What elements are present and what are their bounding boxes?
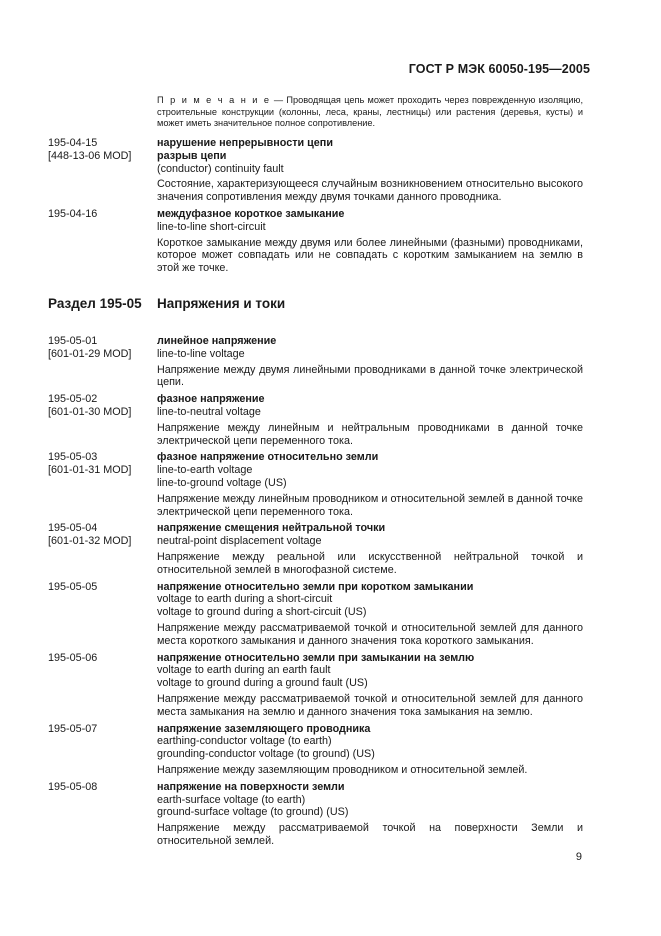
entry-body bbox=[157, 581, 583, 648]
entry-reference: [448-13-06 MOD] bbox=[48, 149, 132, 162]
term-english: voltage to ground during a ground fault (US) bbox=[157, 677, 368, 690]
term-english: line-to-line voltage bbox=[157, 347, 245, 360]
note-paragraph bbox=[157, 95, 583, 130]
entry-reference: [601-01-29 MOD] bbox=[48, 347, 132, 360]
term-entry bbox=[48, 581, 583, 648]
term-entry bbox=[48, 451, 583, 518]
entry-code-column bbox=[48, 208, 157, 275]
entry-reference: [601-01-32 MOD] bbox=[48, 535, 132, 548]
entry-code-column bbox=[48, 652, 157, 719]
term-entry bbox=[48, 723, 583, 777]
term-english: (conductor) continuity fault bbox=[157, 162, 284, 175]
entry-code: 195-05-05 bbox=[48, 580, 98, 593]
document-header: ГОСТ Р МЭК 60050-195—2005 bbox=[408, 62, 590, 76]
entry-reference: [601-01-30 MOD] bbox=[48, 405, 132, 418]
entry-code: 195-05-02 bbox=[48, 393, 98, 406]
term-definition: Напряжение между линейным проводником и относительной землей в данной точке электрической цепи переменного тока. bbox=[157, 492, 583, 518]
term-russian: напряжение на поверхности земли bbox=[157, 780, 345, 793]
term-entry bbox=[48, 522, 583, 576]
entry-body bbox=[157, 137, 583, 204]
note-text: — Проводящая цепь может проходить через поврежденную изоляцию, строительные конструкции (колонны, леса, краны, лестницы) или растения (деревья, кусты) и может иметь значительное полное сопротивление. bbox=[157, 95, 583, 129]
entry-code-column bbox=[48, 723, 157, 777]
entry-code-column bbox=[48, 581, 157, 648]
entry-code: 195-05-08 bbox=[48, 780, 98, 793]
term-russian: фазное напряжение относительно земли bbox=[157, 451, 379, 464]
section-number: Раздел 195-05 bbox=[48, 296, 142, 311]
term-english: grounding-conductor voltage (to ground) (US) bbox=[157, 748, 375, 761]
term-russian: нарушение непрерывности цепи bbox=[157, 137, 333, 149]
entry-code: 195-04-16 bbox=[48, 207, 98, 220]
entry-code: 195-05-01 bbox=[48, 335, 98, 347]
term-russian: напряжение заземляющего проводника bbox=[157, 722, 371, 735]
term-entry bbox=[48, 208, 583, 275]
term-english: earth-surface voltage (to earth) bbox=[157, 793, 306, 806]
note-label: П р и м е ч а н и е bbox=[157, 95, 271, 105]
term-entry bbox=[48, 652, 583, 719]
term-definition: Напряжение между рассматриваемой точкой и относительной землей для данного места замыкания на землю и данного значения тока замыкания на землю. bbox=[157, 692, 583, 718]
term-russian: напряжение относительно земли при замыкании на землю bbox=[157, 651, 475, 664]
page-number: 9 bbox=[575, 851, 582, 863]
term-definition: Состояние, характеризующееся случайным возникновением относительно высокого значения сопротивления между двумя точками данного проводника. bbox=[157, 178, 583, 204]
term-definition: Напряжение между рассматриваемой точкой и относительной землей для данного места короткого замыкания и данного значения тока короткого замыкания. bbox=[157, 621, 583, 647]
term-english: line-to-earth voltage bbox=[157, 464, 253, 477]
term-english: line-to-neutral voltage bbox=[157, 405, 261, 418]
entry-code-column bbox=[48, 451, 157, 518]
term-russian: напряжение относительно земли при коротком замыкании bbox=[157, 580, 474, 593]
entry-code-column bbox=[48, 393, 157, 447]
entry-code-column bbox=[48, 335, 157, 389]
term-russian: междуфазное короткое замыкание bbox=[157, 207, 345, 220]
term-english: voltage to ground during a short-circuit (US) bbox=[157, 606, 367, 619]
entry-reference: [601-01-31 MOD] bbox=[48, 464, 132, 477]
entry-body bbox=[157, 723, 583, 777]
term-russian: разрыв цепи bbox=[157, 149, 227, 162]
entries-bottom bbox=[48, 335, 583, 852]
term-russian: напряжение смещения нейтральной точки bbox=[157, 522, 386, 535]
term-definition: Короткое замыкание между двумя или более линейными (фазными) проводниками, которое может совпадать или не совпадать с коротким замыканием на землю в этой же точке. bbox=[157, 236, 583, 275]
entry-body bbox=[157, 522, 583, 576]
entry-code-column bbox=[48, 781, 157, 848]
term-entry bbox=[48, 335, 583, 389]
term-definition: Напряжение между линейным и нейтральным проводниками в данной точке электрической цепи переменного тока. bbox=[157, 421, 583, 447]
term-entry bbox=[48, 781, 583, 848]
entries-top bbox=[48, 137, 583, 279]
term-entry bbox=[48, 393, 583, 447]
term-english: ground-surface voltage (to ground) (US) bbox=[157, 806, 349, 819]
entry-body bbox=[157, 393, 583, 447]
term-english: earthing-conductor voltage (to earth) bbox=[157, 735, 332, 748]
term-english: voltage to earth during an earth fault bbox=[157, 664, 331, 677]
term-russian: фазное напряжение bbox=[157, 393, 265, 406]
entry-body bbox=[157, 208, 583, 275]
term-definition: Напряжение между двумя линейными проводниками в данной точке электрической цепи. bbox=[157, 363, 583, 389]
entry-code: 195-05-03 bbox=[48, 451, 98, 464]
entry-body bbox=[157, 781, 583, 848]
term-entry bbox=[48, 137, 583, 204]
entry-code-column bbox=[48, 522, 157, 576]
section-title: Напряжения и токи bbox=[157, 296, 286, 311]
entry-code: 195-04-15 bbox=[48, 137, 98, 149]
section-heading bbox=[48, 296, 285, 311]
entry-body bbox=[157, 335, 583, 389]
term-english: line-to-line short-circuit bbox=[157, 220, 266, 233]
entry-body bbox=[157, 451, 583, 518]
term-definition: Напряжение между рассматриваемой точкой на поверхности Земли и относительной землей. bbox=[157, 822, 583, 847]
term-english: line-to-ground voltage (US) bbox=[157, 476, 287, 489]
entry-code: 195-05-07 bbox=[48, 722, 98, 735]
term-russian: линейное напряжение bbox=[157, 335, 277, 347]
term-english: neutral-point displacement voltage bbox=[157, 535, 322, 548]
entry-code-column bbox=[48, 137, 157, 204]
term-definition: Напряжение между заземляющим проводником и относительной землей. bbox=[157, 763, 528, 776]
entry-code: 195-05-06 bbox=[48, 651, 98, 664]
term-english: voltage to earth during a short-circuit bbox=[157, 593, 333, 606]
entry-code: 195-05-04 bbox=[48, 522, 98, 535]
term-definition: Напряжение между реальной или искусственной нейтральной точкой и относительной землей в многофазной системе. bbox=[157, 550, 583, 576]
entry-body bbox=[157, 652, 583, 719]
